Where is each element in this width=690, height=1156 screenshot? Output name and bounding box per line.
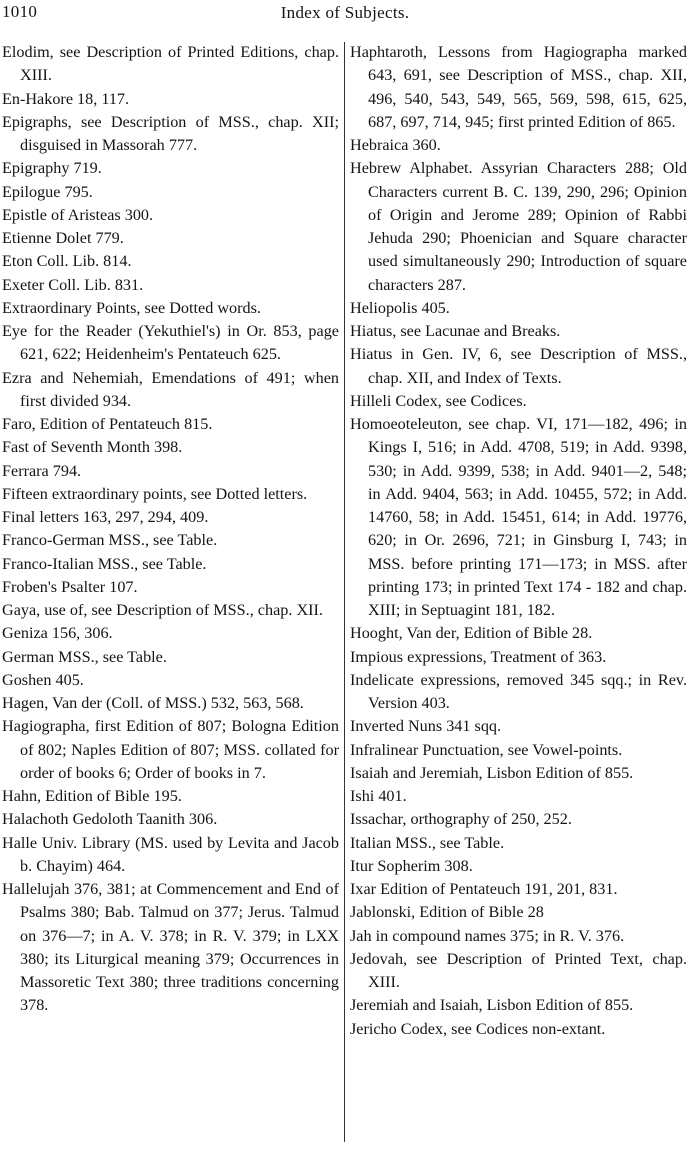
index-entry: Heliopolis 405. [350, 298, 450, 317]
index-entry: Hiatus, see Lacunae and Breaks. [350, 322, 561, 340]
index-entry: Fifteen extraordinary points, see Dotted letters. [2, 484, 308, 503]
index-entry: Jedovah, see Description of Printed Text, chap. XIII. [350, 949, 687, 991]
index-entry: Froben's Psalter 107. [2, 577, 138, 596]
index-entry: Halachoth Gedoloth Taanith 306. [2, 810, 218, 829]
index-entry: Ixar Edition of Pentateuch 191, 201, 831. [350, 880, 618, 898]
index-entry: Jablonski, Edition of Bible 28 [350, 903, 544, 922]
index-entry: Indelicate expressions, removed 345 sqq.; in Rev. Version 403. [350, 670, 687, 712]
index-entry: Goshen 405. [2, 670, 84, 689]
page-number: 1010 [2, 2, 38, 21]
index-entry: Jericho Codex, see Codices non-extant. [350, 1019, 606, 1038]
index-entry: Hahn, Edition of Bible 195. [2, 787, 182, 805]
page-header [0, 0, 690, 30]
index-entry: Etienne Dolet 779. [2, 229, 124, 247]
index-entry: Ishi 401. [350, 787, 407, 805]
index-entry: Fast of Seventh Month 398. [2, 438, 183, 457]
index-entry: Hiatus in Gen. IV, 6, see Description of MSS., chap. XII, and Index of Texts. [350, 345, 687, 387]
column-divider [344, 42, 345, 1142]
index-entry: Hebrew Alphabet. Assyrian Characters 288; Old Characters current B. C. 139, 290, 296; Opinion of Origin and Jerome 289; Opinion of Rabbi Jehuda 290; Phoenician and Square character used simultaneously 290; Introduction of square characters 287. [350, 159, 687, 294]
running-title: Index of Subjects. [280, 3, 410, 22]
index-entry: Extraordinary Points, see Dotted words. [2, 298, 261, 317]
index-entry: Epistle of Aristeas 300. [2, 205, 154, 224]
index-entry: Hebraica 360. [350, 136, 441, 154]
index-entry: Hooght, Van der, Edition of Bible 28. [350, 624, 593, 643]
index-entry: En-Hakore 18, 117. [2, 89, 130, 108]
index-entry: Exeter Coll. Lib. 831. [2, 275, 144, 294]
index-entry: Jah in compound names 375; in R. V. 376. [350, 926, 625, 945]
index-entry: Faro, Edition of Pentateuch 815. [2, 415, 213, 433]
index-entry: Itur Sopherim 308. [350, 856, 473, 875]
index-entry: Infralinear Punctuation, see Vowel-points. [350, 740, 623, 759]
left-column [2, 41, 339, 1018]
index-entry: Italian MSS., see Table. [350, 833, 505, 852]
index-entry: Epigraphs, see Description of MSS., chap. XII; disguised in Massorah 777. [2, 112, 339, 154]
index-entry: Hilleli Codex, see Codices. [350, 391, 527, 410]
index-entry: Ezra and Nehemiah, Emendations of 491; when first divided 934. [2, 368, 339, 410]
index-entry: Inverted Nuns 341 sqq. [350, 717, 502, 736]
index-entry: Geniza 156, 306. [2, 624, 113, 643]
index-entry: Epigraphy 719. [2, 159, 102, 178]
index-entry: German MSS., see Table. [2, 647, 167, 666]
index-entry: Hallelujah 376, 381; at Commencement and End of Psalms 380; Bab. Talmud on 377; Jerus. Talmud on 376—7; in A. V. 378; in R. V. 379; in LXX 380; its Liturgical meaning 379; Occurrences in Massoretic Text 380; three traditions concerning 378. [2, 880, 339, 1015]
index-entry: Issachar, orthography of 250, 252. [350, 810, 572, 829]
index-entry: Hagen, Van der (Coll. of MSS.) 532, 563, 568. [2, 694, 304, 712]
index-entry: Haphtaroth, Lessons from Hagiographa marked 643, 691, see Description of MSS., chap. XII, 496, 540, 543, 549, 565, 569, 598, 615, 625, 687, 697, 714, 945; first printed Edition of 865. [350, 43, 687, 131]
index-entry: Ferrara 794. [2, 461, 82, 480]
index-entry: Epilogue 795. [2, 182, 93, 201]
right-column [350, 41, 687, 1041]
index-entry: Halle Univ. Library (MS. used by Levita and Jacob b. Chayim) 464. [2, 833, 339, 875]
index-entry: Homoeoteleuton, see chap. VI, 171—182, 496; in Kings I, 516; in Add. 4708, 519; in Add. 9398, 530; in Add. 9399, 538; in Add. 9401—2, 548; in Add. 9404, 563; in Add. 10455, 572; in Add. 14760, 58; in Add. 15451, 614; in Add. 19776, 620; in Or. 2696, 721; in Ginsburg I, 743; in MSS. before printing 171—173; in MSS. after printing 173; in printed Text 174 - 182 and chap. XIII; in Septuagint 181, 182. [350, 415, 687, 619]
index-entry: Eton Coll. Lib. 814. [2, 252, 132, 271]
index-entry: Elodim, see Description of Printed Editions, chap. XIII. [2, 43, 339, 85]
index-entry: Final letters 163, 297, 294, 409. [2, 508, 209, 526]
index-entry: Hagiographa, first Edition of 807; Bologna Edition of 802; Naples Edition of 807; MSS. collated for order of books 6; Order of books in 7. [2, 717, 339, 782]
index-entry: Jeremiah and Isaiah, Lisbon Edition of 855. [350, 996, 634, 1015]
index-entry: Franco-German MSS., see Table. [2, 531, 218, 550]
index-entry: Isaiah and Jeremiah, Lisbon Edition of 855. [350, 763, 634, 782]
index-entry: Franco-Italian MSS., see Table. [2, 554, 207, 573]
index-entry: Impious expressions, Treatment of 363. [350, 647, 607, 666]
index-entry: Gaya, use of, see Description of MSS., chap. XII. [2, 601, 323, 619]
index-entry: Eye for the Reader (Yekuthiel's) in Or. 853, page 621, 622; Heidenheim's Pentateuch 625. [2, 322, 339, 364]
